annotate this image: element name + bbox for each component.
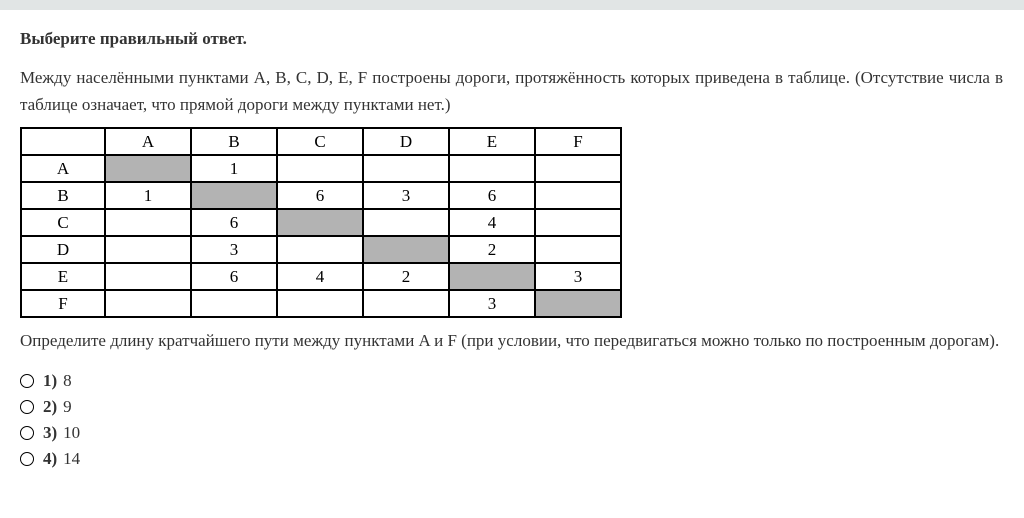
table-cell bbox=[105, 290, 191, 317]
table-cell: 4 bbox=[277, 263, 363, 290]
page-title: Выберите правильный ответ. bbox=[20, 29, 247, 48]
table-row-label: E bbox=[21, 263, 105, 290]
answer-options bbox=[20, 368, 1003, 472]
table-row-label: F bbox=[21, 290, 105, 317]
question-prompt: Определите длину кратчайшего пути между пунктами A и F (при условии, что передвигаться можно только по построенным дорогам). bbox=[20, 331, 1000, 350]
question-intro: Между населёнными пунктами A, B, C, D, E, F построены дороги, протяжённость которых приведена в таблице. (Отсутствие числа в таблице означает, что прямой дороги между пунктами нет.) bbox=[20, 68, 1003, 114]
table-cell bbox=[363, 209, 449, 236]
table-cell bbox=[535, 236, 621, 263]
option-number: 3) bbox=[43, 423, 58, 442]
table-cell: 3 bbox=[363, 182, 449, 209]
table-cell bbox=[363, 155, 449, 182]
radio-button[interactable] bbox=[20, 452, 34, 466]
option-value: 14 bbox=[63, 449, 81, 468]
table-cell: 2 bbox=[363, 263, 449, 290]
radio-button[interactable] bbox=[20, 400, 34, 414]
table-col-header-e: E bbox=[449, 128, 535, 155]
table-cell bbox=[449, 155, 535, 182]
table-cell: 3 bbox=[535, 263, 621, 290]
table-cell-diagonal bbox=[277, 209, 363, 236]
answer-option-3[interactable] bbox=[20, 420, 1003, 446]
table-cell bbox=[105, 209, 191, 236]
table-cell: 2 bbox=[449, 236, 535, 263]
table-cell-diagonal bbox=[535, 290, 621, 317]
table-row-d bbox=[21, 236, 621, 263]
table-row-label: B bbox=[21, 182, 105, 209]
table-col-header-c: C bbox=[277, 128, 363, 155]
table-row-e bbox=[21, 263, 621, 290]
table-cell bbox=[535, 155, 621, 182]
table-cell bbox=[535, 209, 621, 236]
table-row-a bbox=[21, 155, 621, 182]
table-cell: 1 bbox=[191, 155, 277, 182]
table-row-b bbox=[21, 182, 621, 209]
option-value: 8 bbox=[63, 371, 72, 390]
table-cell: 3 bbox=[449, 290, 535, 317]
table-col-header-a: A bbox=[105, 128, 191, 155]
table-cell: 6 bbox=[449, 182, 535, 209]
table-cell bbox=[277, 290, 363, 317]
table-cell: 6 bbox=[191, 263, 277, 290]
option-value: 9 bbox=[63, 397, 72, 416]
option-value: 10 bbox=[63, 423, 81, 442]
table-row-f bbox=[21, 290, 621, 317]
table-col-header-f: F bbox=[535, 128, 621, 155]
answer-option-2[interactable] bbox=[20, 394, 1003, 420]
question-panel bbox=[0, 29, 1024, 472]
top-bar bbox=[0, 0, 1024, 10]
answer-option-4[interactable] bbox=[20, 446, 1003, 472]
table-cell: 3 bbox=[191, 236, 277, 263]
option-number: 4) bbox=[43, 449, 58, 468]
table-cell-diagonal bbox=[363, 236, 449, 263]
option-number: 1) bbox=[43, 371, 58, 390]
table-row-label: C bbox=[21, 209, 105, 236]
table-row-c bbox=[21, 209, 621, 236]
table-col-header-d: D bbox=[363, 128, 449, 155]
table-cell bbox=[535, 182, 621, 209]
table-cell: 6 bbox=[191, 209, 277, 236]
radio-button[interactable] bbox=[20, 374, 34, 388]
table-cell: 1 bbox=[105, 182, 191, 209]
table-cell bbox=[191, 290, 277, 317]
table-cell bbox=[363, 290, 449, 317]
table-cell-diagonal bbox=[449, 263, 535, 290]
table-header-row bbox=[21, 128, 621, 155]
answer-option-1[interactable] bbox=[20, 368, 1003, 394]
table-cell-diagonal bbox=[191, 182, 277, 209]
table-cell bbox=[105, 236, 191, 263]
table-cell: 6 bbox=[277, 182, 363, 209]
table-cell-diagonal bbox=[105, 155, 191, 182]
table-cell bbox=[105, 263, 191, 290]
table-cell: 4 bbox=[449, 209, 535, 236]
table-row-label: A bbox=[21, 155, 105, 182]
table-row-label: D bbox=[21, 236, 105, 263]
table-cell bbox=[277, 236, 363, 263]
table-col-header-b: B bbox=[191, 128, 277, 155]
table-corner-cell bbox=[21, 128, 105, 155]
distance-table bbox=[20, 127, 622, 318]
radio-button[interactable] bbox=[20, 426, 34, 440]
option-number: 2) bbox=[43, 397, 58, 416]
table-cell bbox=[277, 155, 363, 182]
